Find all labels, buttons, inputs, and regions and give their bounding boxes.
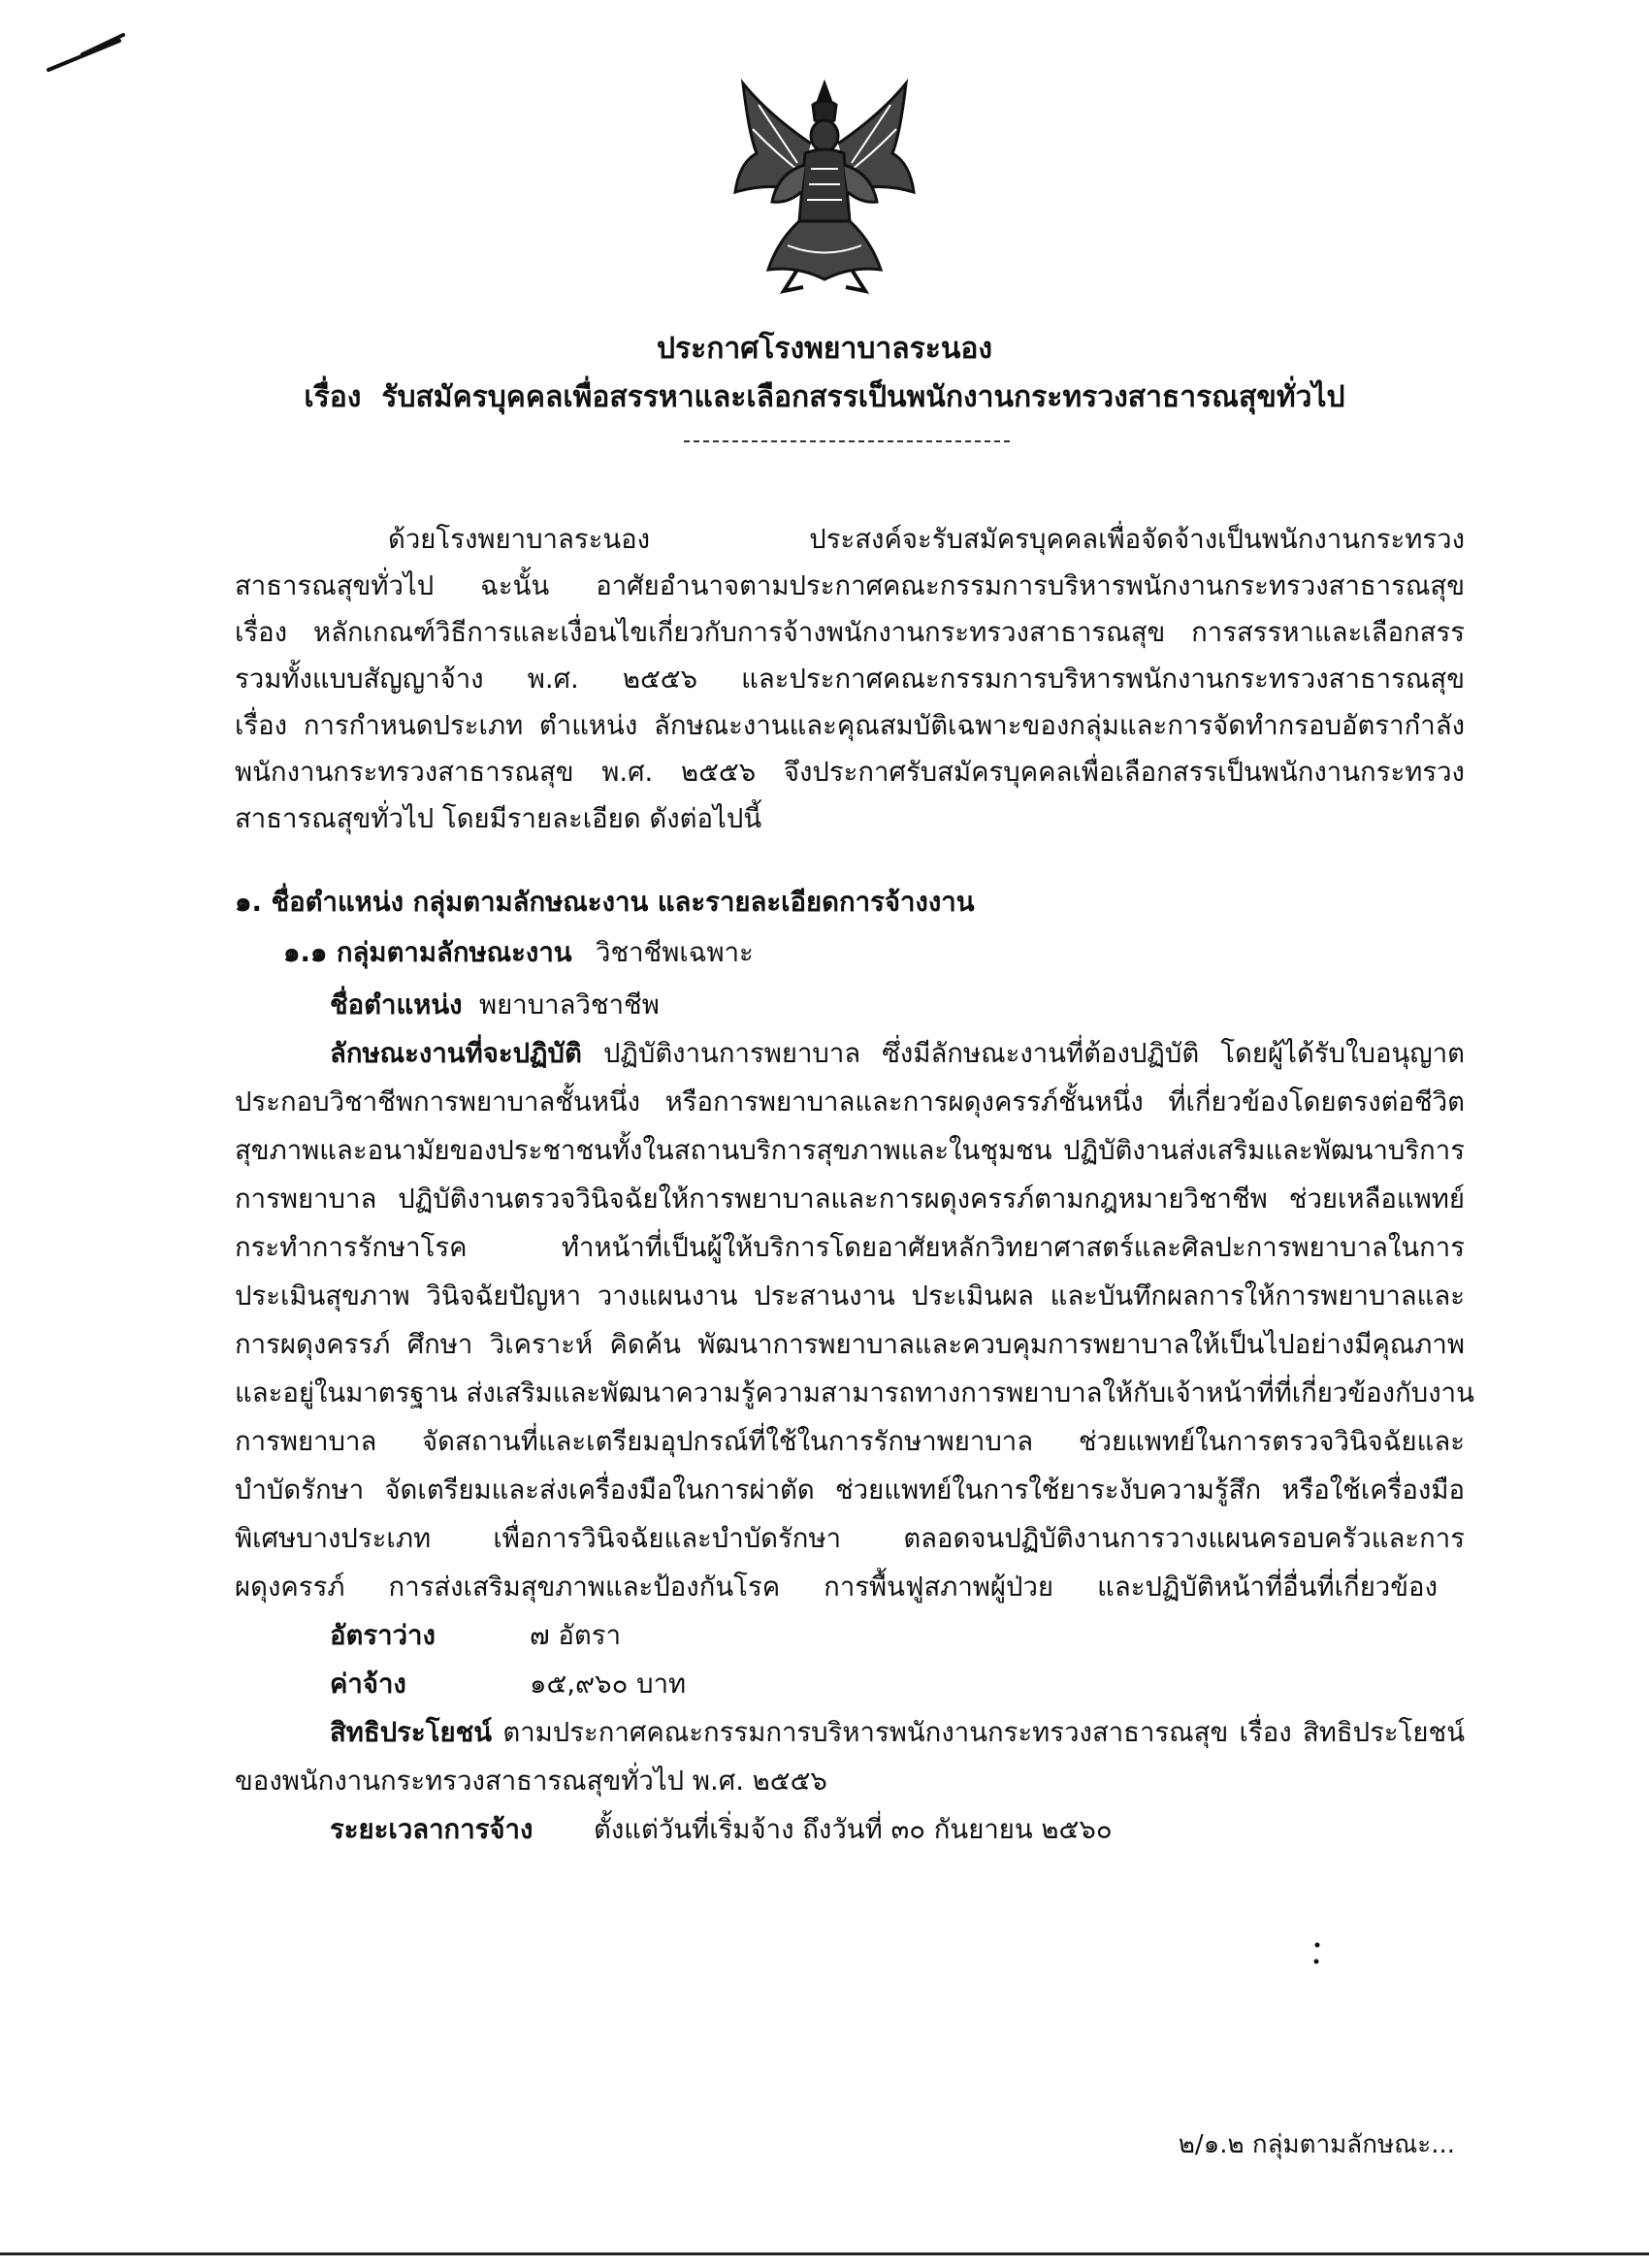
announcement-subject xyxy=(0,374,1649,420)
handwritten-mark xyxy=(44,29,131,78)
duty-line: ประกอบวิชาชีพการพยาบาลชั้นหนึ่ง หรือการพยาบาลและการผดุงครรภ์ชั้นหนึ่ง ที่เกี่ยวข้องโดยตรงต่อชีวิต xyxy=(235,1086,1465,1118)
duty-line: สุขภาพและอนามัยของประชาชนทั้งในสถานบริการสุขภาพและในชุมชน ปฏิบัติงานส่งเสริมและพัฒนาบริการ xyxy=(235,1135,1465,1166)
scan-dots xyxy=(1311,1940,1323,1969)
benefit-second-line: ของพนักงานกระทรวงสาธารณสุขทั่วไป พ.ศ. ๒๕๕๖ xyxy=(235,1766,827,1797)
group-label: ๑.๑ กลุ่มตามลักษณะงาน xyxy=(283,937,572,968)
intro-line: รวมทั้งแบบสัญญาจ้าง พ.ศ. ๒๕๕๖ และประกาศคณะกรรมการบริหารพนักงานกระทรวงสาธารณสุข xyxy=(235,664,1465,695)
group-row xyxy=(283,933,572,972)
intro-line: เรื่อง การกำหนดประเภท ตำแหน่ง ลักษณะงานและคุณสมบัติเฉพาะของกลุ่มและการจัดทำกรอบอัตรากำลัง xyxy=(235,710,1465,741)
subject-label: เรื่อง xyxy=(304,380,362,414)
wage-label: ค่าจ้าง xyxy=(330,1669,406,1700)
intro-line: ด้วยโรงพยาบาลระนอง ประสงค์จะรับสมัครบุคคลเพื่อจัดจ้างเป็นพนักงานกระทรวง xyxy=(388,524,1465,555)
period-value: ตั้งแต่วันที่เริ่มจ้าง ถึงวันที่ ๓๐ กันยายน ๒๕๖๐ xyxy=(594,1814,1113,1845)
duty-line: พิเศษบางประเภท เพื่อการวินิจฉัยและบำบัดรักษา ตลอดจนปฏิบัติงานการวางแผนครอบครัวและการ xyxy=(235,1523,1465,1554)
duty-label: ลักษณะงานที่จะปฏิบัติ xyxy=(330,1038,582,1069)
intro-line: สาธารณสุขทั่วไป ฉะนั้น อาศัยอำนาจตามประกาศคณะกรรมการบริหารพนักงานกระทรวงสาธารณสุข xyxy=(235,570,1465,601)
position-label: ชื่อตำแหน่ง xyxy=(330,989,463,1021)
period-label: ระยะเวลาการจ้าง xyxy=(330,1814,534,1845)
title-divider xyxy=(684,440,1010,442)
position-row xyxy=(330,986,660,1024)
duty-line: ผดุงครรภ์ การส่งเสริมสุขภาพและป้องกันโรค การพื้นฟูสภาพผู้ป่วย และปฏิบัติหน้าที่อื่นที่เกี่ยวข้อง xyxy=(235,1571,1438,1603)
duty-line: การพยาบาล จัดสถานที่และเตรียมอุปกรณ์ที่ใช้ในการรักษาพยาบาล ช่วยแพทย์ในการตรวจวินิจฉัยและ xyxy=(235,1426,1465,1457)
continuation-note: ๒/๑.๒ กลุ่มตามลักษณะ... xyxy=(1178,2130,1455,2159)
benefit-label: สิทธิประโยชน์ xyxy=(330,1717,493,1748)
announcement-title: ประกาศโรงพยาบาลระนอง xyxy=(656,332,993,366)
wage-value: ๑๕,๙๖๐ บาท xyxy=(530,1669,687,1700)
section-heading: ๑. ชื่อตำแหน่ง กลุ่มตามลักษณะงาน และรายละเอียดการจ้างงาน xyxy=(235,887,975,918)
duty-line: กระทำการรักษาโรค ทำหน้าที่เป็นผู้ให้บริการโดยอาศัยหลักวิทยาศาสตร์และศิลปะการพยาบาลในการ xyxy=(235,1232,1465,1263)
benefit-first-line xyxy=(330,1713,1465,1752)
duty-first-line xyxy=(330,1034,1465,1073)
duty-text: ปฏิบัติงานการพยาบาล ซึ่งมีลักษณะงานที่ต้องปฏิบัติ โดยผู้ได้รับใบอนุญาต xyxy=(602,1038,1465,1069)
intro-line: เรื่อง หลักเกณฑ์วิธีการและเงื่อนไขเกี่ยวกับการจ้างพนักงานกระทรวงสาธารณสุข การสรรหาและเลือกสรร xyxy=(235,617,1465,648)
duty-line: บำบัดรักษา จัดเตรียมและส่งเครื่องมือในการผ่าตัด ช่วยแพทย์ในการใช้ยาระงับความรู้สึก หรือใช้เครื่องมือ xyxy=(235,1474,1465,1506)
duty-line: ประเมินสุขภาพ วินิจฉัยปัญหา วางแผนงาน ประสานงาน ประเมินผล และบันทึกผลการให้การพยาบาลและ xyxy=(235,1280,1465,1312)
benefit-text: ตามประกาศคณะกรรมการบริหารพนักงานกระทรวงสาธารณสุข เรื่อง สิทธิประโยชน์ xyxy=(502,1717,1465,1748)
intro-line: สาธารณสุขทั่วไป โดยมีรายละเอียด ดังต่อไปนี้ xyxy=(235,803,762,834)
vacancy-label: อัตราว่าง xyxy=(330,1620,436,1651)
duty-line: และอยู่ในมาตรฐาน ส่งเสริมและพัฒนาความรู้ความสามารถทางการพยาบาลให้กับเจ้าหน้าที่ที่เกี่ยวข้องกับงาน xyxy=(235,1377,1474,1409)
intro-line: พนักงานกระทรวงสาธารณสุข พ.ศ. ๒๕๕๖ จึงประกาศรับสมัครบุคคลเพื่อเลือกสรรเป็นพนักงานกระทรวง xyxy=(235,757,1465,788)
position-value: พยาบาลวิชาชีพ xyxy=(479,989,660,1021)
duty-line: การพยาบาล ปฏิบัติงานตรวจวินิจฉัยให้การพยาบาลและการผดุงครรภ์ตามกฎหมายวิชาชีพ ช่วยเหลือแพทย์ xyxy=(235,1183,1465,1215)
duty-line: การผดุงครรภ์ ศึกษา วิเคราะห์ คิดค้น พัฒนาการพยาบาลและควบคุมการพยาบาลให้เป็นไปอย่างมีคุณภาพ xyxy=(235,1329,1465,1360)
subject-text: รับสมัครบุคคลเพื่อสรรหาและเลือกสรรเป็นพนักงานกระทรวงสาธารณสุขทั่วไป xyxy=(381,380,1345,414)
scan-edge-line xyxy=(0,2252,1649,2255)
garuda-emblem xyxy=(729,76,920,297)
vacancy-value: ๗ อัตรา xyxy=(530,1620,622,1651)
group-value: วิชาชีพเฉพาะ xyxy=(596,937,754,968)
